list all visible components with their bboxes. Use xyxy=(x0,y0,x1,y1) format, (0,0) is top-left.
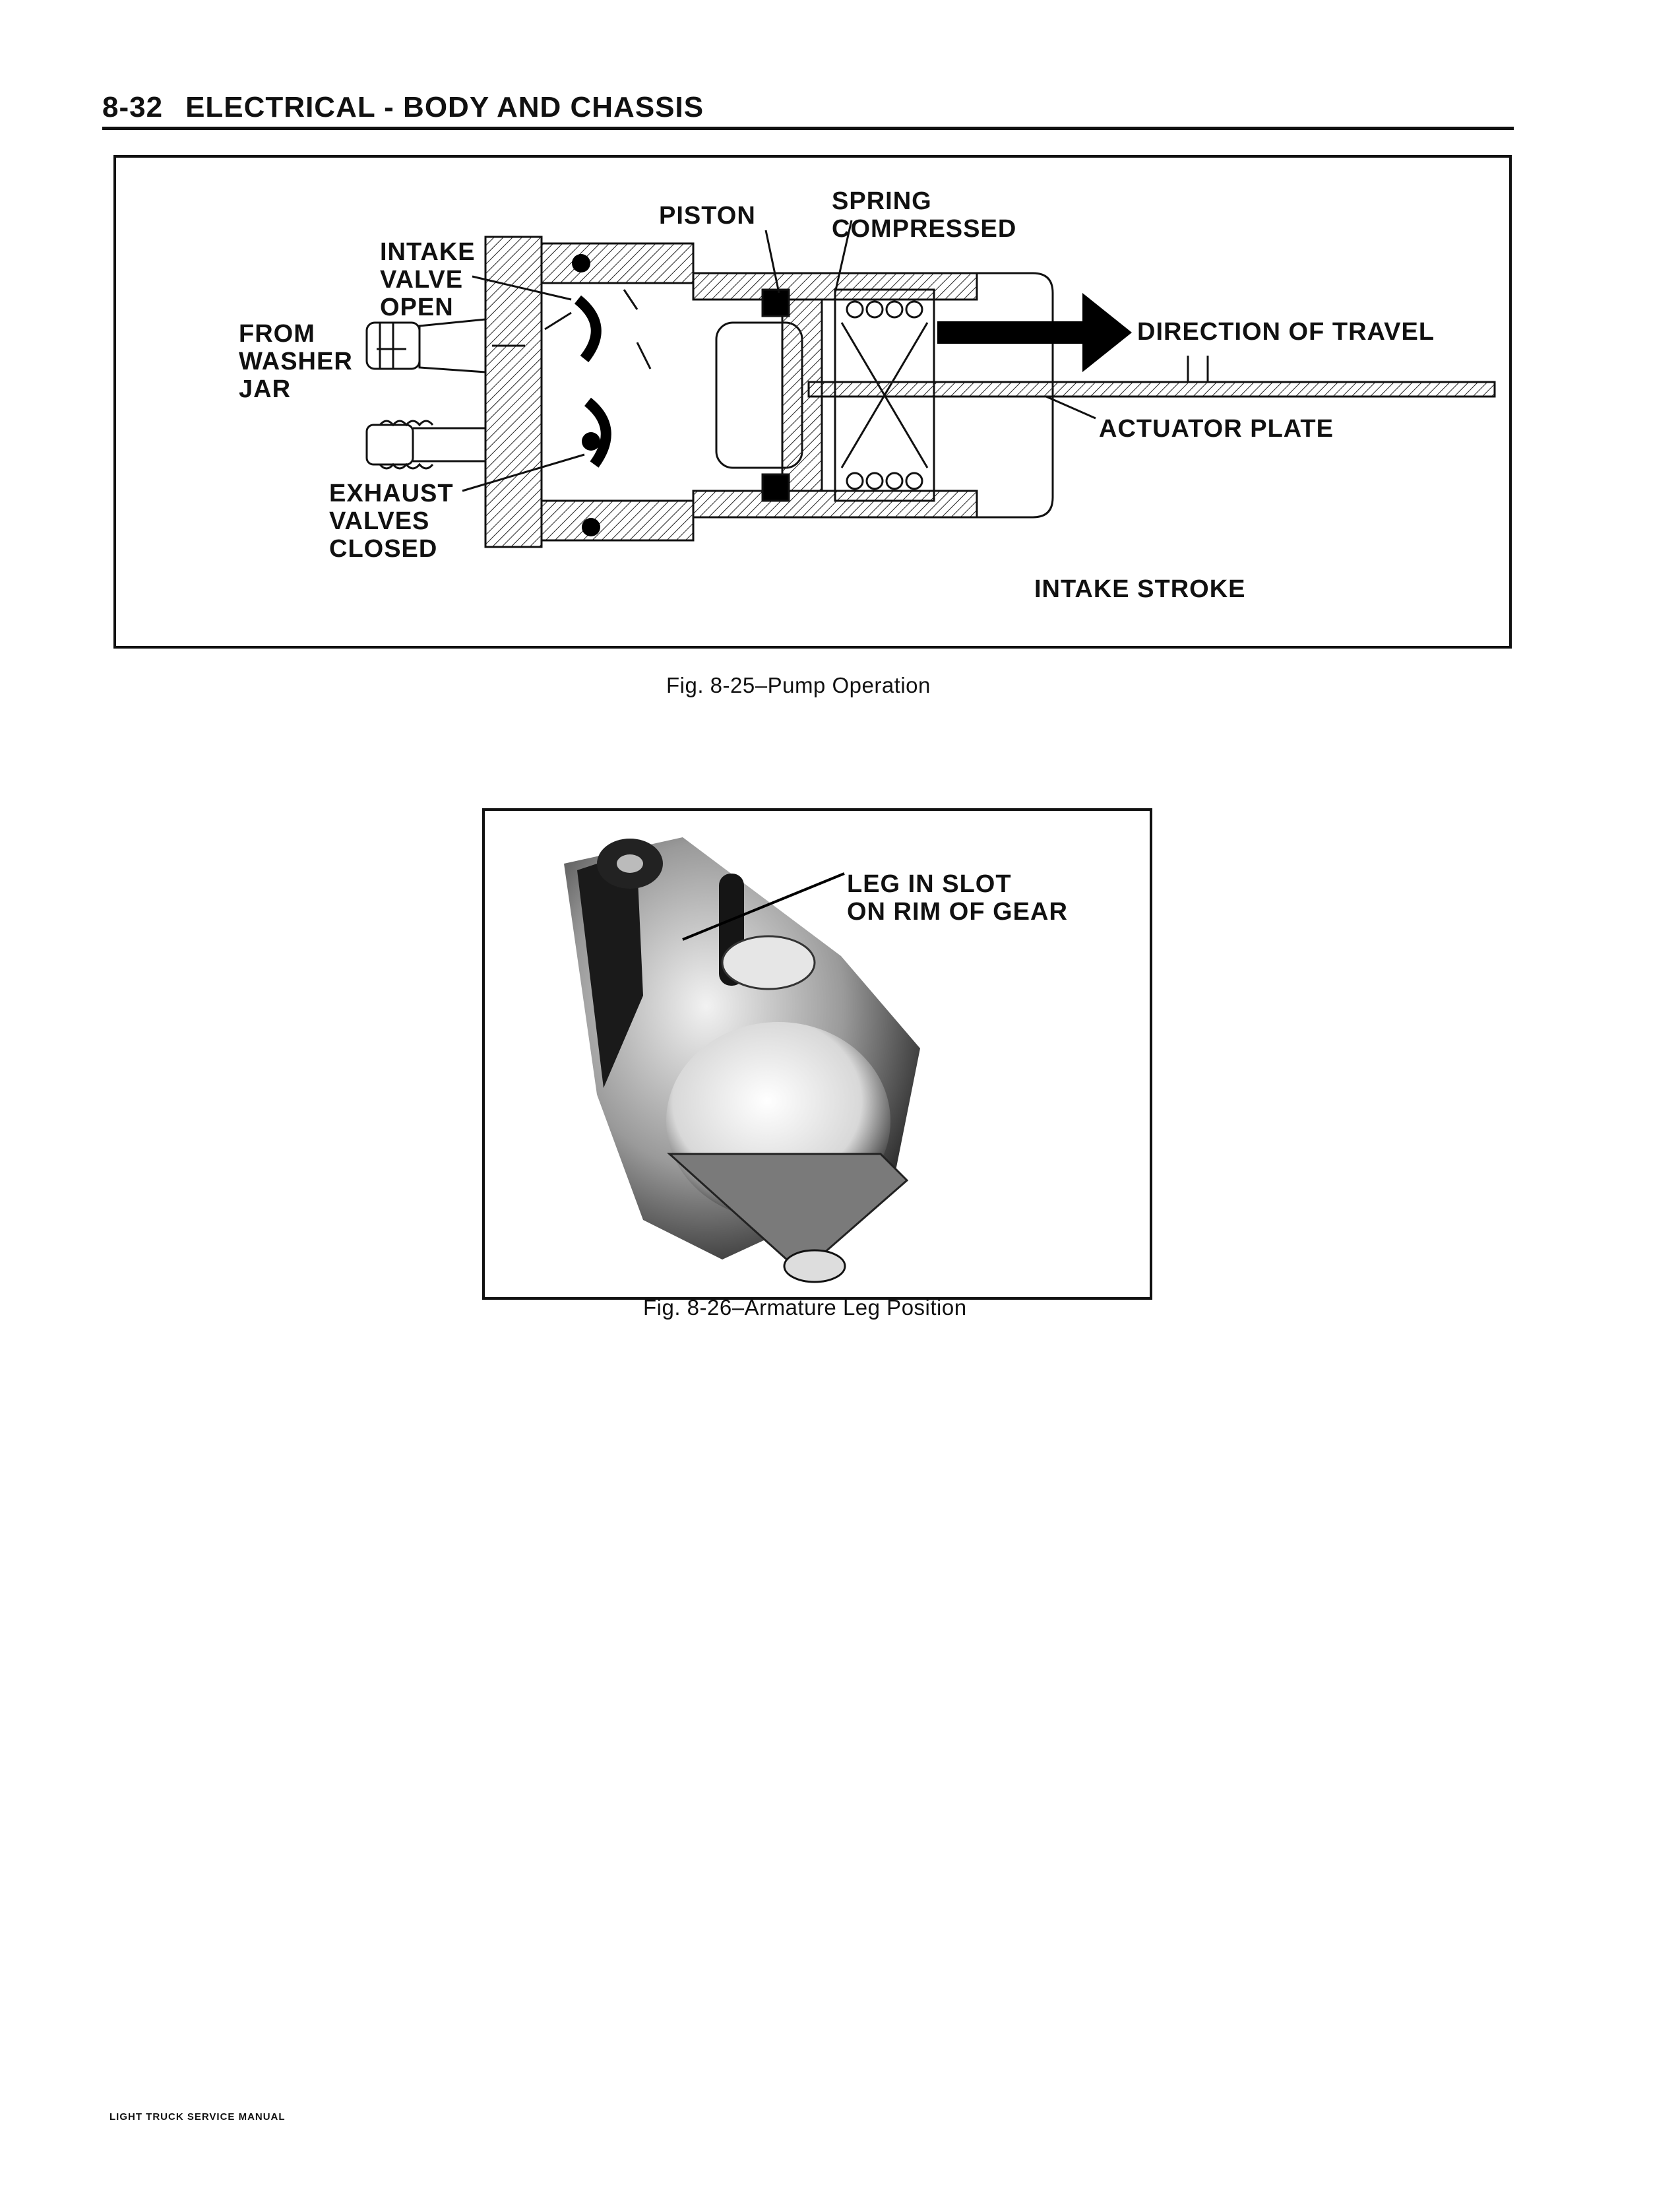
figure-caption-pump-operation: Fig. 8-25–Pump Operation xyxy=(666,673,931,697)
actuator-plate xyxy=(809,356,1495,397)
page-header xyxy=(102,91,704,124)
intake-valve xyxy=(578,300,596,359)
label-spring-line1: SPRING xyxy=(832,187,932,215)
header-rule xyxy=(102,127,1514,130)
label-exhaust-line1: EXHAUST xyxy=(329,480,454,507)
figure-caption-armature-leg: Fig. 8-26–Armature Leg Position xyxy=(643,1295,967,1320)
label-actuator-plate: ACTUATOR PLATE xyxy=(1099,415,1334,443)
label-intake-line2: VALVE xyxy=(380,266,464,294)
label-leg-line2: ON RIM OF GEAR xyxy=(847,898,1068,926)
label-intake-line3: OPEN xyxy=(380,294,454,321)
label-intake-line1: INTAKE xyxy=(380,238,476,266)
page-footer: LIGHT TRUCK SERVICE MANUAL xyxy=(109,2111,286,2123)
pump-cross-section-diagram xyxy=(116,158,1509,646)
outlet-nipple xyxy=(367,421,485,468)
direction-arrow xyxy=(937,293,1132,372)
inlet-nipple xyxy=(367,319,485,372)
label-exhaust-line3: CLOSED xyxy=(329,535,438,563)
label-piston: PISTON xyxy=(659,202,756,230)
figure-armature-leg-position xyxy=(482,808,1152,1300)
label-direction-of-travel: DIRECTION OF TRAVEL xyxy=(1137,318,1435,346)
label-spring-line2: COMPRESSED xyxy=(832,215,1017,243)
label-intake-stroke: INTAKE STROKE xyxy=(1034,575,1246,603)
label-from-line1: FROM xyxy=(239,320,315,348)
page-number: 8-32 xyxy=(102,91,164,123)
piston xyxy=(716,290,822,501)
section-title: ELECTRICAL - BODY AND CHASSIS xyxy=(185,91,704,123)
label-leg-line1: LEG IN SLOT xyxy=(847,870,1012,898)
armature-photo xyxy=(485,811,1150,1297)
valve-body xyxy=(485,237,693,547)
label-from-line3: JAR xyxy=(239,375,292,403)
label-from-line2: WASHER xyxy=(239,348,353,375)
label-exhaust-line2: VALVES xyxy=(329,507,430,535)
figure-pump-operation xyxy=(113,155,1512,649)
